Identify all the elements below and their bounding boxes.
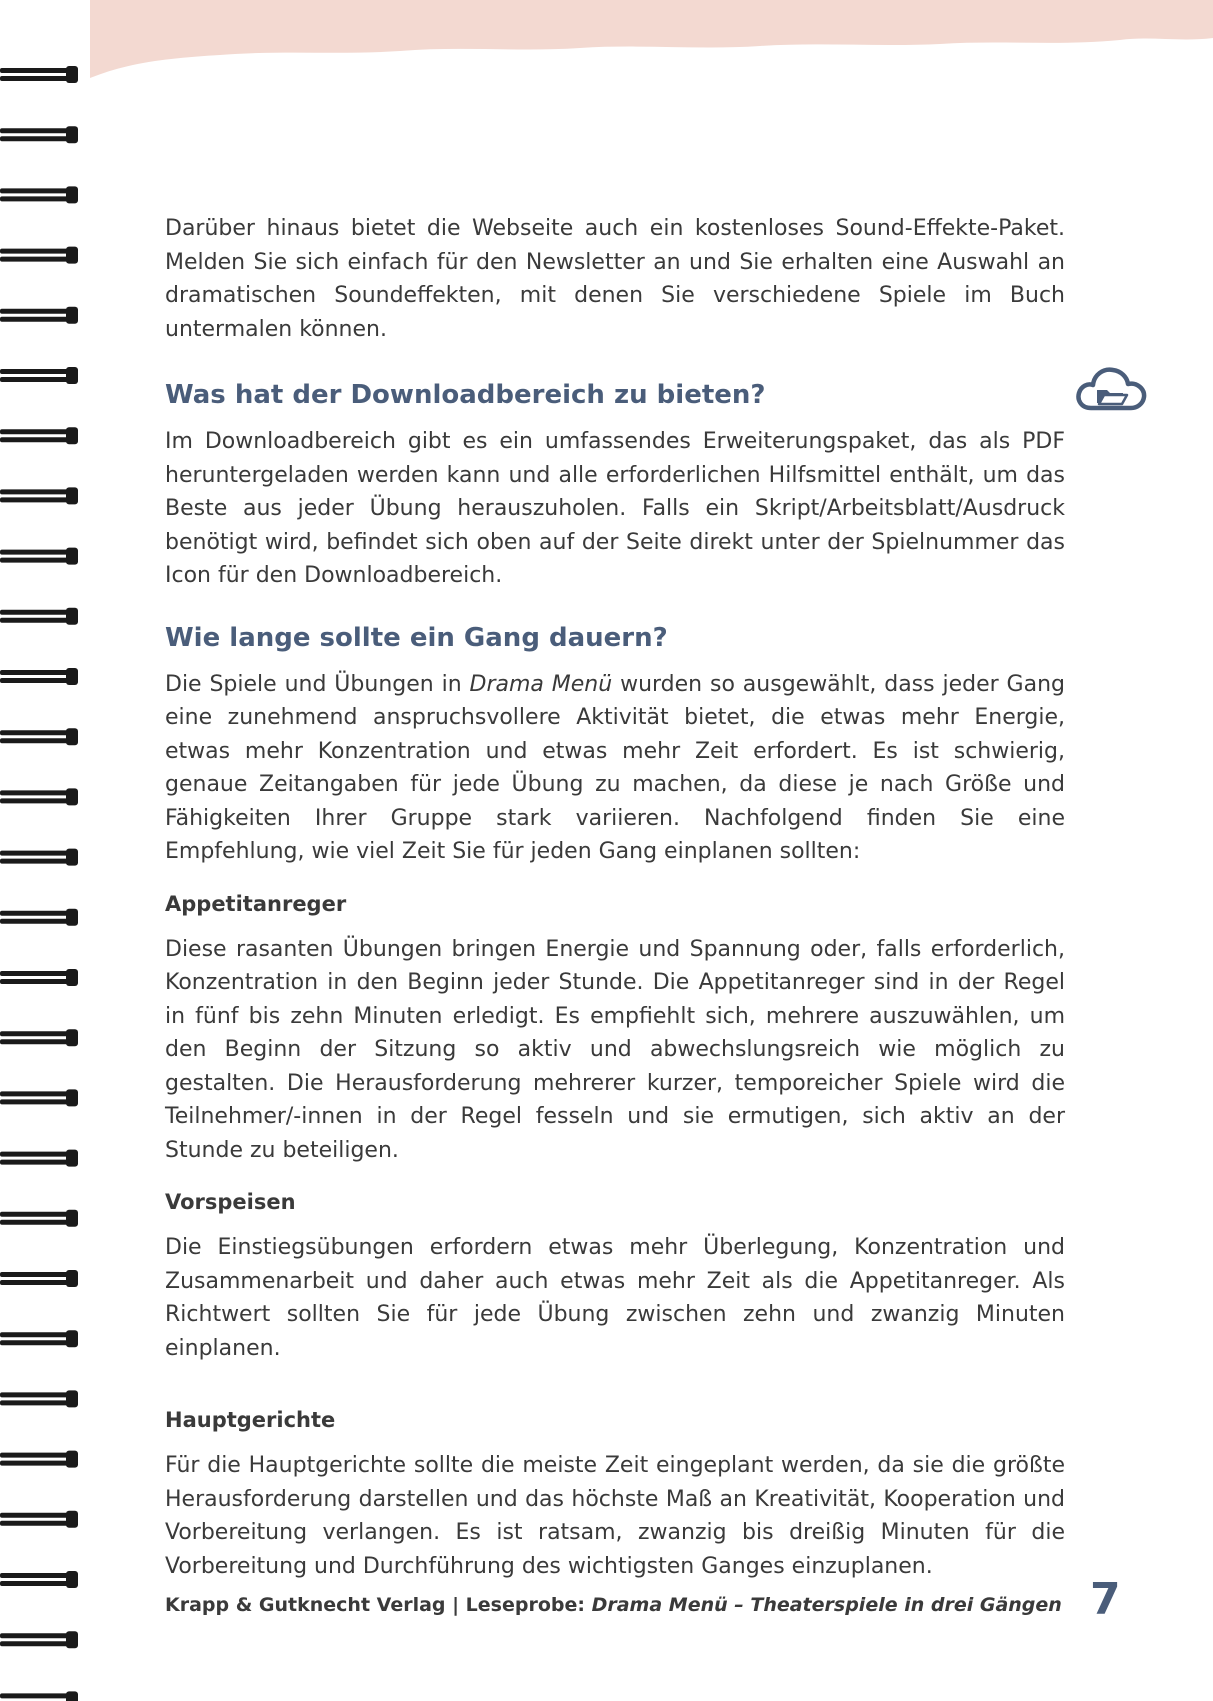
paragraph-download-area: Im Downloadbereich gibt es ein umfassendes Erweiterungspaket, das als PDF heruntergeladen werden kann und alle erforderlichen Hilfsmittel enthält, um das Beste aus jeder Übung herauszuholen. Falls ein Skript/Arbeitsblatt/Ausdruck benötigt wird, befindet sich oben auf der Seite direkt unter der Spielnummer das Icon für den Downloadbereich.	[165, 429, 1065, 588]
spiral-ring	[0, 1330, 78, 1347]
spiral-ring	[0, 427, 78, 444]
spiral-ring	[0, 909, 78, 926]
subheading-main-courses: Hauptgerichte	[165, 1408, 336, 1432]
paragraph-sound-effects: Darüber hinaus bietet die Webseite auch ein kostenloses Sound-Effekte-Paket. Melden Sie sich einfach für den Newsletter an und Sie erhalten eine Auswahl an dramatischen Soundeffekten, mit denen Sie verschiedene Spiele im Buch untermalen können.	[165, 216, 1065, 342]
paragraph-starters: Die Einstiegsübungen erfordern etwas mehr Überlegung, Konzentration und Zusammenarbeit und daher auch etwas mehr Zeit als die Appetitanreger. Als Richtwert sollten Sie für jede Übung zwischen zehn und zwanzig Minuten einplanen.	[165, 1235, 1065, 1361]
spiral-ring	[0, 367, 78, 384]
book-title-inline: Drama Menü	[469, 671, 613, 697]
heading-download-area: Was hat der Downloadbereich zu bieten?	[165, 380, 766, 410]
page-content	[165, 212, 1065, 1583]
spiral-ring	[0, 1089, 78, 1106]
paragraph-appetizers: Diese rasanten Übungen bringen Energie und Spannung oder, falls erforderlich, Konzentration in den Beginn jeder Stunde. Die Appetitanreger sind in der Regel in fünf bis zehn Minuten erledigt. Es empfiehlt sich, mehrere auszuwählen, um den Beginn der Sitzung so aktiv und abwechslungsreich wie möglich zu gestalten. Die Herausforderung mehrerer kurzer, temporeicher Spiele wird die Teilnehmer/-innen in der Regel fesseln und sie ermutigen, sich aktiv an der Stunde zu beteiligen.	[165, 936, 1065, 1163]
spiral-ring	[0, 247, 78, 264]
cloud-folder-icon	[1075, 360, 1147, 420]
spiral-ring	[0, 1451, 78, 1468]
spiral-ring	[0, 1511, 78, 1528]
spiral-ring	[0, 548, 78, 565]
spiral-ring	[0, 66, 78, 83]
paragraph-main-courses: Für die Hauptgerichte sollte die meiste Zeit eingeplant werden, da sie die größte Herausforderung darstellen und das höchste Maß an Kreativität, Kooperation und Vorbereitung verlangen. Es ist ratsam, zwanzig bis dreißig Minuten für die Vorbereitung und Durchführung des wichtigsten Ganges einzuplanen.	[165, 1453, 1065, 1579]
subheading-starters: Vorspeisen	[165, 1190, 296, 1214]
spiral-ring	[0, 1210, 78, 1227]
page-number: 7	[1090, 1574, 1121, 1625]
top-decorative-band	[0, 0, 1213, 80]
spiral-ring	[0, 1390, 78, 1407]
spiral-ring	[0, 849, 78, 866]
paragraph-text-end: wurden so ausgewählt, dass jeder Gang eine zunehmend anspruchsvollere Aktivität bietet, die etwas mehr Energie, etwas mehr Konzentration und etwas mehr Zeit erfordert. Es ist schwierig, genaue Zeitangaben für jede Übung zu machen, da diese je nach Größe und Fähigkeiten Ihrer Gruppe stark variieren. Nachfolgend finden Sie eine Empfehlung, wie viel Zeit Sie für jeden Gang einplanen sollten:	[165, 671, 1065, 864]
spiral-ring	[0, 1270, 78, 1287]
spiral-binding	[0, 0, 90, 1701]
paragraph-course-duration	[165, 668, 1065, 869]
footer-book-title: Drama Menü – Theaterspiele in drei Gängen	[591, 1594, 1062, 1616]
spiral-ring	[0, 307, 78, 324]
subheading-appetizers: Appetitanreger	[165, 891, 347, 916]
spiral-ring	[0, 1691, 78, 1701]
spiral-ring	[0, 1150, 78, 1167]
spiral-ring	[0, 608, 78, 625]
spiral-ring	[0, 788, 78, 805]
page-footer	[165, 1594, 1062, 1616]
spiral-ring	[0, 728, 78, 745]
spiral-ring	[0, 487, 78, 504]
paragraph-text-start: Die Spiele und Übungen in	[165, 671, 470, 697]
spiral-ring	[0, 186, 78, 203]
spiral-ring	[0, 668, 78, 685]
spiral-ring	[0, 1029, 78, 1046]
spiral-ring	[0, 126, 78, 143]
spiral-ring	[0, 1571, 78, 1588]
footer-publisher: Krapp & Gutknecht Verlag | Leseprobe:	[165, 1594, 592, 1616]
heading-course-duration: Wie lange sollte ein Gang dauern?	[165, 622, 668, 653]
spiral-ring	[0, 969, 78, 986]
spiral-ring	[0, 1631, 78, 1648]
